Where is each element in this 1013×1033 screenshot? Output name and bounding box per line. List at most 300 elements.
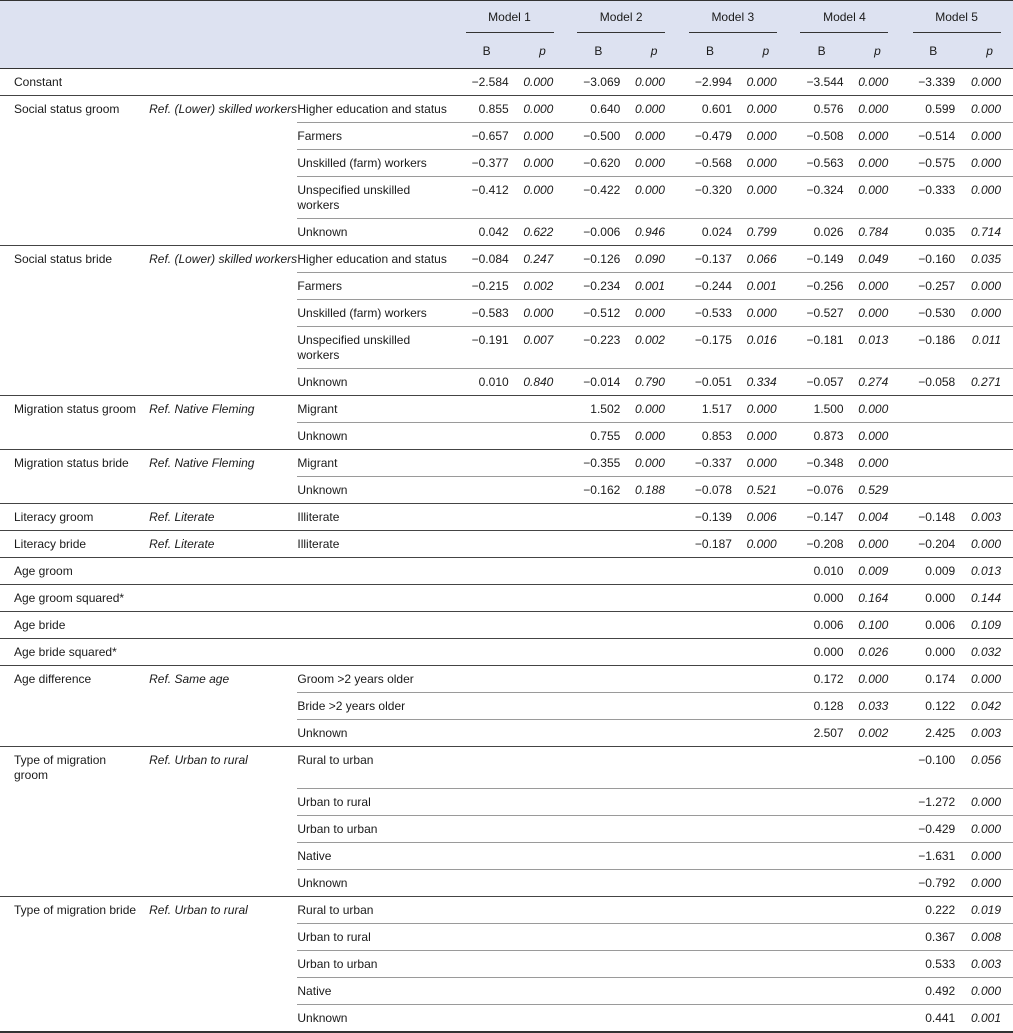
variable-label <box>0 69 143 96</box>
model-1-p-value <box>520 531 566 558</box>
model-5-p-value: 0.000 <box>966 977 1013 1004</box>
model-5-p-value: 0.271 <box>966 369 1013 396</box>
reference-category <box>143 219 297 246</box>
variable-label <box>0 369 143 396</box>
model-1-coefficient: −0.377 <box>454 150 520 177</box>
model-4-p-value: 0.000 <box>855 273 901 300</box>
model-2-p-value <box>631 896 677 923</box>
variable-label <box>0 747 143 789</box>
category-label <box>297 69 453 96</box>
model-2-coefficient: −0.126 <box>565 246 631 273</box>
variable-label <box>0 477 143 504</box>
variable-label <box>0 423 143 450</box>
model-5-coefficient: −0.186 <box>900 327 966 369</box>
model-2-p-value: 0.000 <box>631 123 677 150</box>
model-1-coefficient <box>454 477 520 504</box>
reference-category <box>143 150 297 177</box>
model-2-coefficient <box>565 788 631 815</box>
model-3-coefficient: −0.479 <box>677 123 743 150</box>
model-4-coefficient <box>789 923 855 950</box>
model-2-p-value <box>631 869 677 896</box>
p-column-header: p <box>855 35 901 69</box>
model-2-coefficient: −0.162 <box>565 477 631 504</box>
model-3-coefficient <box>677 896 743 923</box>
model-2-coefficient: −0.620 <box>565 150 631 177</box>
model-1-coefficient <box>454 450 520 477</box>
model-1-coefficient: 0.042 <box>454 219 520 246</box>
model-3-p-value: 0.521 <box>743 477 789 504</box>
model-1-p-value <box>520 477 566 504</box>
model-4-p-value: 0.000 <box>855 450 901 477</box>
model-5-coefficient: 2.425 <box>900 720 966 747</box>
model-4-p-value <box>855 869 901 896</box>
model-3-p-value: 0.000 <box>743 96 789 123</box>
model-4-p-value: 0.000 <box>855 666 901 693</box>
model-4-coefficient <box>789 842 855 869</box>
model-3-p-value: 0.000 <box>743 300 789 327</box>
category-label <box>297 585 453 612</box>
reference-category <box>143 69 297 96</box>
model-4-p-value: 0.026 <box>855 639 901 666</box>
model-1-p-value: 0.000 <box>520 150 566 177</box>
reference-category <box>143 1004 297 1032</box>
variable-label <box>0 869 143 896</box>
table-row <box>0 450 1013 477</box>
model-4-p-value: 0.000 <box>855 300 901 327</box>
model-5-coefficient: 0.441 <box>900 1004 966 1032</box>
reference-category: Ref. Urban to rural <box>143 896 297 923</box>
reference-category <box>143 788 297 815</box>
variable-label <box>0 531 143 558</box>
model-2-coefficient <box>565 923 631 950</box>
model-2-p-value: 0.946 <box>631 219 677 246</box>
model-1-p-value <box>520 585 566 612</box>
model-5-p-value: 0.035 <box>966 246 1013 273</box>
table-row <box>0 869 1013 896</box>
category-label: Unspecified unskilled workers <box>297 327 453 369</box>
category-label: Unknown <box>297 423 453 450</box>
category-label: Unskilled (farm) workers <box>297 300 453 327</box>
reference-category <box>143 273 297 300</box>
variable-label <box>0 246 143 273</box>
model-4-coefficient: −0.563 <box>789 150 855 177</box>
model-4-p-value: 0.529 <box>855 477 901 504</box>
model-2-p-value <box>631 788 677 815</box>
model-3-coefficient <box>677 612 743 639</box>
table-row <box>0 950 1013 977</box>
model-1-coefficient <box>454 504 520 531</box>
model-5-coefficient: 0.533 <box>900 950 966 977</box>
model-3-p-value <box>743 693 789 720</box>
model-5-coefficient: −0.575 <box>900 150 966 177</box>
model-3-coefficient: −0.187 <box>677 531 743 558</box>
table-row <box>0 977 1013 1004</box>
model-1-p-value <box>520 977 566 1004</box>
model-1-coefficient <box>454 950 520 977</box>
category-label: Rural to urban <box>297 747 453 789</box>
model-5-p-value <box>966 477 1013 504</box>
model-2-p-value <box>631 504 677 531</box>
table-row <box>0 693 1013 720</box>
model-3-p-value <box>743 639 789 666</box>
model-3-p-value <box>743 788 789 815</box>
model-2-coefficient <box>565 639 631 666</box>
model-5-p-value: 0.001 <box>966 1004 1013 1032</box>
category-label: Higher education and status <box>297 246 453 273</box>
model-5-p-value: 0.003 <box>966 720 1013 747</box>
model-5-p-value: 0.000 <box>966 666 1013 693</box>
model-3-p-value: 0.001 <box>743 273 789 300</box>
model-3-p-value <box>743 585 789 612</box>
model-4-p-value <box>855 815 901 842</box>
reference-category <box>143 815 297 842</box>
model-3-coefficient <box>677 788 743 815</box>
model-1-p-value <box>520 896 566 923</box>
model-2-coefficient <box>565 585 631 612</box>
model-3-p-value: 0.000 <box>743 69 789 96</box>
model-2-p-value <box>631 923 677 950</box>
b-column-header: B <box>900 35 966 69</box>
model-1-coefficient: −2.584 <box>454 69 520 96</box>
model-5-coefficient: −0.160 <box>900 246 966 273</box>
model-5-p-value: 0.000 <box>966 788 1013 815</box>
model-3-p-value <box>743 950 789 977</box>
model-1-coefficient <box>454 842 520 869</box>
model-2-p-value: 0.000 <box>631 300 677 327</box>
table-row <box>0 150 1013 177</box>
model-4-coefficient: 0.873 <box>789 423 855 450</box>
model-3-coefficient <box>677 585 743 612</box>
table-row <box>0 300 1013 327</box>
table-row <box>0 788 1013 815</box>
model-5-p-value: 0.000 <box>966 96 1013 123</box>
table-row <box>0 273 1013 300</box>
model-3-coefficient <box>677 1004 743 1032</box>
model-5-coefficient <box>900 450 966 477</box>
table-row <box>0 612 1013 639</box>
model-5-coefficient: −0.514 <box>900 123 966 150</box>
model-3-coefficient <box>677 869 743 896</box>
reference-category <box>143 123 297 150</box>
model-3-coefficient: −0.568 <box>677 150 743 177</box>
model-3-coefficient: −0.533 <box>677 300 743 327</box>
model-1-p-value: 0.840 <box>520 369 566 396</box>
model-3-p-value: 0.000 <box>743 531 789 558</box>
reference-category: Ref. Literate <box>143 504 297 531</box>
model-4-coefficient <box>789 896 855 923</box>
variable-label <box>0 639 143 666</box>
model-2-coefficient: −0.014 <box>565 369 631 396</box>
model-1-coefficient <box>454 720 520 747</box>
model-4-coefficient: 2.507 <box>789 720 855 747</box>
model-4-p-value: 0.049 <box>855 246 901 273</box>
model-5-coefficient: −0.792 <box>900 869 966 896</box>
model-2-coefficient <box>565 1004 631 1032</box>
variable-label <box>0 396 143 423</box>
model-1-coefficient: −0.084 <box>454 246 520 273</box>
model-3-coefficient: 1.517 <box>677 396 743 423</box>
model-1-coefficient: 0.855 <box>454 96 520 123</box>
model-5-p-value: 0.714 <box>966 219 1013 246</box>
model-5-coefficient: 0.009 <box>900 558 966 585</box>
model-2-coefficient <box>565 558 631 585</box>
model-4-p-value: 0.004 <box>855 504 901 531</box>
category-label: Illiterate <box>297 531 453 558</box>
reference-category <box>143 869 297 896</box>
model-4-coefficient: −0.147 <box>789 504 855 531</box>
model-1-p-value: 0.622 <box>520 219 566 246</box>
reference-category <box>143 950 297 977</box>
model-5-p-value: 0.000 <box>966 869 1013 896</box>
model-1-p-value: 0.000 <box>520 69 566 96</box>
model-3-p-value: 0.000 <box>743 150 789 177</box>
table-row <box>0 69 1013 96</box>
category-label: Groom >2 years older <box>297 666 453 693</box>
variable-text: Age bride squared* <box>14 645 117 659</box>
model-2-coefficient <box>565 869 631 896</box>
table-row <box>0 477 1013 504</box>
category-label: Urban to urban <box>297 950 453 977</box>
variable-label <box>0 450 143 477</box>
model-2-p-value <box>631 639 677 666</box>
model-3-p-value <box>743 747 789 789</box>
model-3-p-value: 0.016 <box>743 327 789 369</box>
model-2-coefficient <box>565 612 631 639</box>
model-4-coefficient <box>789 869 855 896</box>
model-1-coefficient: −0.657 <box>454 123 520 150</box>
model-1-header: Model 1 <box>454 1 566 36</box>
table-header <box>0 1 1013 69</box>
model-2-coefficient <box>565 747 631 789</box>
model-3-coefficient <box>677 842 743 869</box>
model-4-coefficient: −0.527 <box>789 300 855 327</box>
variable-text: Age difference <box>14 672 92 686</box>
model-2-coefficient <box>565 666 631 693</box>
model-1-p-value <box>520 423 566 450</box>
model-3-p-value: 0.066 <box>743 246 789 273</box>
category-label: Higher education and status <box>297 96 453 123</box>
model-2-coefficient <box>565 720 631 747</box>
model-5-p-value: 0.000 <box>966 150 1013 177</box>
model-1-coefficient <box>454 639 520 666</box>
model-3-coefficient <box>677 950 743 977</box>
category-label: Unknown <box>297 720 453 747</box>
table-row <box>0 585 1013 612</box>
p-column-header: p <box>743 35 789 69</box>
variable-label <box>0 219 143 246</box>
model-2-coefficient: −0.355 <box>565 450 631 477</box>
category-label: Migrant <box>297 396 453 423</box>
model-1-p-value <box>520 450 566 477</box>
variable-label <box>0 177 143 219</box>
category-label: Farmers <box>297 273 453 300</box>
model-2-coefficient: −0.234 <box>565 273 631 300</box>
model-1-coefficient: −0.412 <box>454 177 520 219</box>
model-3-p-value <box>743 977 789 1004</box>
model-5-p-value: 0.042 <box>966 693 1013 720</box>
model-4-p-value: 0.000 <box>855 96 901 123</box>
table-row <box>0 531 1013 558</box>
reference-category <box>143 639 297 666</box>
table-row <box>0 747 1013 789</box>
model-2-p-value: 0.000 <box>631 69 677 96</box>
variable-label <box>0 504 143 531</box>
model-4-p-value <box>855 747 901 789</box>
model-5-coefficient: 0.599 <box>900 96 966 123</box>
model-3-coefficient: −0.078 <box>677 477 743 504</box>
model-3-coefficient: −0.137 <box>677 246 743 273</box>
variable-text: Migration status groom <box>14 402 137 416</box>
model-1-coefficient <box>454 815 520 842</box>
variable-text: Literacy groom <box>14 510 94 524</box>
model-3-coefficient: −0.244 <box>677 273 743 300</box>
model-4-p-value: 0.009 <box>855 558 901 585</box>
model-1-p-value: 0.002 <box>520 273 566 300</box>
b-column-header: B <box>677 35 743 69</box>
model-3-coefficient: −0.320 <box>677 177 743 219</box>
model-5-coefficient: 0.006 <box>900 612 966 639</box>
model-3-coefficient: −0.139 <box>677 504 743 531</box>
variable-label <box>0 585 143 612</box>
category-label: Unknown <box>297 1004 453 1032</box>
model-4-p-value: 0.100 <box>855 612 901 639</box>
model-4-p-value <box>855 977 901 1004</box>
model-2-coefficient: 0.755 <box>565 423 631 450</box>
model-2-p-value: 0.000 <box>631 396 677 423</box>
model-5-coefficient: −0.100 <box>900 747 966 789</box>
model-1-coefficient <box>454 396 520 423</box>
model-1-p-value <box>520 747 566 789</box>
model-1-coefficient <box>454 693 520 720</box>
model-5-coefficient: 0.122 <box>900 693 966 720</box>
model-1-p-value: 0.000 <box>520 177 566 219</box>
model-4-coefficient: −0.149 <box>789 246 855 273</box>
model-4-header: Model 4 <box>789 1 901 36</box>
model-5-coefficient: 0.492 <box>900 977 966 1004</box>
model-2-coefficient: −3.069 <box>565 69 631 96</box>
model-1-coefficient <box>454 612 520 639</box>
variable-label <box>0 815 143 842</box>
p-column-header: p <box>631 35 677 69</box>
variable-label <box>0 977 143 1004</box>
model-1-p-value: 0.000 <box>520 123 566 150</box>
model-3-p-value <box>743 923 789 950</box>
b-column-header: B <box>789 35 855 69</box>
reference-category <box>143 842 297 869</box>
table-row <box>0 369 1013 396</box>
reference-category: Ref. (Lower) skilled workers <box>143 246 297 273</box>
model-5-coefficient: 0.367 <box>900 923 966 950</box>
table-row <box>0 504 1013 531</box>
model-1-coefficient <box>454 869 520 896</box>
model-5-coefficient: 0.000 <box>900 639 966 666</box>
variable-label <box>0 950 143 977</box>
model-1-p-value <box>520 693 566 720</box>
model-4-p-value: 0.000 <box>855 423 901 450</box>
category-label: Rural to urban <box>297 896 453 923</box>
model-5-p-value: 0.000 <box>966 531 1013 558</box>
model-1-p-value <box>520 558 566 585</box>
model-1-coefficient: 0.010 <box>454 369 520 396</box>
table-row <box>0 842 1013 869</box>
reference-category <box>143 477 297 504</box>
model-3-p-value: 0.000 <box>743 396 789 423</box>
variable-label <box>0 923 143 950</box>
p-column-header: p <box>520 35 566 69</box>
reference-category: Ref. (Lower) skilled workers <box>143 96 297 123</box>
variable-label <box>0 327 143 369</box>
model-1-coefficient: −0.215 <box>454 273 520 300</box>
model-1-p-value <box>520 639 566 666</box>
model-1-p-value: 0.000 <box>520 300 566 327</box>
model-3-coefficient <box>677 693 743 720</box>
variable-text: Type of migration bride <box>14 902 137 917</box>
category-label: Unknown <box>297 219 453 246</box>
model-2-p-value <box>631 815 677 842</box>
model-4-coefficient: −0.181 <box>789 327 855 369</box>
model-2-p-value: 0.188 <box>631 477 677 504</box>
model-3-coefficient <box>677 666 743 693</box>
variable-label <box>0 666 143 693</box>
model-4-p-value <box>855 923 901 950</box>
model-4-coefficient: 0.000 <box>789 585 855 612</box>
model-1-p-value <box>520 923 566 950</box>
model-2-coefficient <box>565 977 631 1004</box>
model-3-p-value: 0.799 <box>743 219 789 246</box>
model-5-p-value: 0.011 <box>966 327 1013 369</box>
category-label: Urban to urban <box>297 815 453 842</box>
category-label: Urban to rural <box>297 788 453 815</box>
model-4-coefficient <box>789 950 855 977</box>
model-5-p-value: 0.144 <box>966 585 1013 612</box>
category-label <box>297 612 453 639</box>
model-3-coefficient <box>677 923 743 950</box>
reference-category <box>143 923 297 950</box>
model-1-p-value <box>520 788 566 815</box>
model-2-p-value: 0.002 <box>631 327 677 369</box>
variable-text: Age groom <box>14 564 73 578</box>
model-4-coefficient <box>789 1004 855 1032</box>
variable-label <box>0 300 143 327</box>
table-row <box>0 666 1013 693</box>
model-1-coefficient: −0.191 <box>454 327 520 369</box>
model-1-coefficient <box>454 531 520 558</box>
p-column-header: p <box>966 35 1013 69</box>
model-4-p-value: 0.164 <box>855 585 901 612</box>
model-4-p-value: 0.000 <box>855 123 901 150</box>
model-4-p-value <box>855 950 901 977</box>
variable-label <box>0 123 143 150</box>
model-4-p-value: 0.013 <box>855 327 901 369</box>
reference-category <box>143 558 297 585</box>
variable-text: Age groom squared* <box>14 591 125 605</box>
model-2-p-value: 0.000 <box>631 423 677 450</box>
model-5-p-value: 0.000 <box>966 273 1013 300</box>
category-label: Illiterate <box>297 504 453 531</box>
model-2-coefficient <box>565 504 631 531</box>
model-3-coefficient <box>677 977 743 1004</box>
model-1-p-value <box>520 815 566 842</box>
table-body <box>0 69 1013 1032</box>
model-5-p-value <box>966 450 1013 477</box>
category-label: Unspecified unskilled workers <box>297 177 453 219</box>
model-5-p-value: 0.000 <box>966 69 1013 96</box>
model-4-p-value <box>855 896 901 923</box>
model-5-p-value <box>966 423 1013 450</box>
model-5-coefficient: −0.204 <box>900 531 966 558</box>
model-2-header: Model 2 <box>565 1 677 36</box>
variable-label <box>0 693 143 720</box>
